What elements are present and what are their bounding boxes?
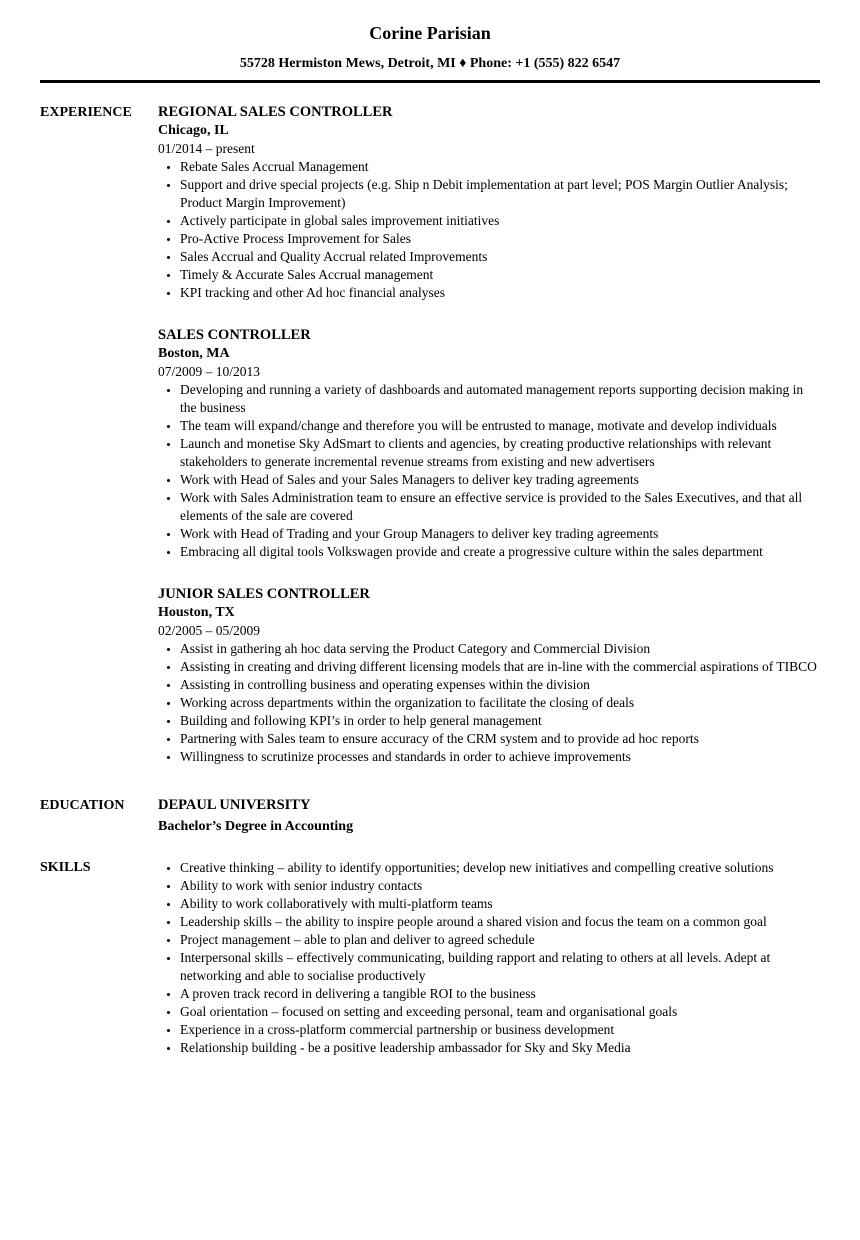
- bullet-item: • Assist in gathering ah hoc data serving the Product Category and Commercial Division: [180, 640, 820, 658]
- job-title: SALES CONTROLLER: [158, 327, 311, 343]
- bullet-item: • KPI tracking and other Ad hoc financial analyses: [180, 284, 820, 302]
- bullet-item: • The team will expand/change and therefore you will be entrusted to manage, motivate and develop individuals: [180, 417, 820, 435]
- experience-content: [158, 103, 820, 766]
- bullet-item: • Experience in a cross-platform commercial partnership or business development: [180, 1021, 820, 1039]
- bullet-item: • Ability to work with senior industry contacts: [180, 877, 820, 895]
- section-education: [40, 796, 820, 836]
- skills-content: [158, 858, 820, 1057]
- bullet-item: • Relationship building - be a positive leadership ambassador for Sky and Sky Media: [180, 1039, 820, 1057]
- bullet-item: • Work with Head of Sales and your Sales Managers to deliver key trading agreements: [180, 471, 820, 489]
- school-name: DEPAUL UNIVERSITY: [158, 797, 311, 813]
- job-dates: 07/2009 – 10/2013: [158, 364, 261, 379]
- section-label-experience: EXPERIENCE: [40, 105, 132, 120]
- job-location: Houston, TX: [158, 605, 235, 620]
- bullet-item: • Building and following KPI’s in order to help general management: [180, 712, 820, 730]
- job-entry-junior-sales-controller: [158, 585, 820, 766]
- job-title: REGIONAL SALES CONTROLLER: [158, 104, 393, 120]
- bullet-item: • Interpersonal skills – effectively communicating, building rapport and relating to others at all levels. Adept at networking and able to socialise productively: [180, 949, 820, 985]
- bullet-item: • Actively participate in global sales improvement initiatives: [180, 212, 820, 230]
- section-label-skills: SKILLS: [40, 860, 91, 875]
- job-dates: 02/2005 – 05/2009: [158, 623, 261, 638]
- job-dates: 01/2014 – present: [158, 141, 255, 156]
- bullet-item: • Work with Sales Administration team to ensure an effective service is provided to the Sales Executives, and that all elements of the sale are covered: [180, 489, 820, 525]
- bullet-item: • Assisting in controlling business and operating expenses within the division: [180, 676, 820, 694]
- bullet-item: • Timely & Accurate Sales Accrual management: [180, 266, 820, 284]
- bullet-item: • Pro-Active Process Improvement for Sales: [180, 230, 820, 248]
- degree-name: Bachelor’s Degree in Accounting: [158, 819, 354, 834]
- section-skills: [40, 858, 820, 1057]
- bullet-item: • Work with Head of Trading and your Group Managers to deliver key trading agreements: [180, 525, 820, 543]
- skills-bullet-list: [158, 859, 820, 1057]
- bullet-item: • Working across departments within the organization to facilitate the closing of deals: [180, 694, 820, 712]
- bullet-item: • Launch and monetise Sky AdSmart to clients and agencies, by creating productive relationships with relevant stakeholders to generate incremental revenue streams from existing and new advertisers: [180, 435, 820, 471]
- bullet-item: • Creative thinking – ability to identify opportunities; develop new initiatives and compelling creative solutions: [180, 859, 820, 877]
- job-bullet-list: [158, 381, 820, 561]
- bullet-item: • Project management – able to plan and deliver to agreed schedule: [180, 931, 820, 949]
- section-label-education: EDUCATION: [40, 798, 125, 813]
- job-location: Chicago, IL: [158, 123, 229, 138]
- resume-header: [40, 22, 820, 83]
- bullet-item: • A proven track record in delivering a tangible ROI to the business: [180, 985, 820, 1003]
- job-entry-regional-sales-controller: [158, 103, 820, 302]
- bullet-item: • Assisting in creating and driving different licensing models that are in-line with the commercial aspirations of TIBCO: [180, 658, 820, 676]
- job-bullet-list: [158, 640, 820, 766]
- bullet-item: • Ability to work collaboratively with multi-platform teams: [180, 895, 820, 913]
- contact-line: 55728 Hermiston Mews, Detroit, MI ♦ Phone: +1 (555) 822 6547: [239, 56, 621, 71]
- bullet-item: • Willingness to scrutinize processes and standards in order to achieve improvements: [180, 748, 820, 766]
- bullet-item: • Partnering with Sales team to ensure accuracy of the CRM system and to provide ad hoc reports: [180, 730, 820, 748]
- bullet-item: • Sales Accrual and Quality Accrual related Improvements: [180, 248, 820, 266]
- bullet-item: • Rebate Sales Accrual Management: [180, 158, 820, 176]
- job-location: Boston, MA: [158, 346, 230, 361]
- bullet-item: • Leadership skills – the ability to inspire people around a shared vision and focus the team on a common goal: [180, 913, 820, 931]
- bullet-item: • Embracing all digital tools Volkswagen provide and create a progressive culture within the sales department: [180, 543, 820, 561]
- person-name: Corine Parisian: [369, 23, 491, 43]
- job-bullet-list: [158, 158, 820, 302]
- job-title: JUNIOR SALES CONTROLLER: [158, 586, 370, 602]
- bullet-item: • Support and drive special projects (e.g. Ship n Debit implementation at part level; POS Margin Outlier Analysis; Product Margin Improvement): [180, 176, 820, 212]
- job-entry-sales-controller: [158, 326, 820, 561]
- section-experience: [40, 103, 820, 766]
- bullet-item: • Developing and running a variety of dashboards and automated management reports supporting decision making in the business: [180, 381, 820, 417]
- header-divider: [40, 80, 820, 83]
- bullet-item: • Goal orientation – focused on setting and exceeding personal, team and organisational goals: [180, 1003, 820, 1021]
- education-content: [158, 796, 820, 836]
